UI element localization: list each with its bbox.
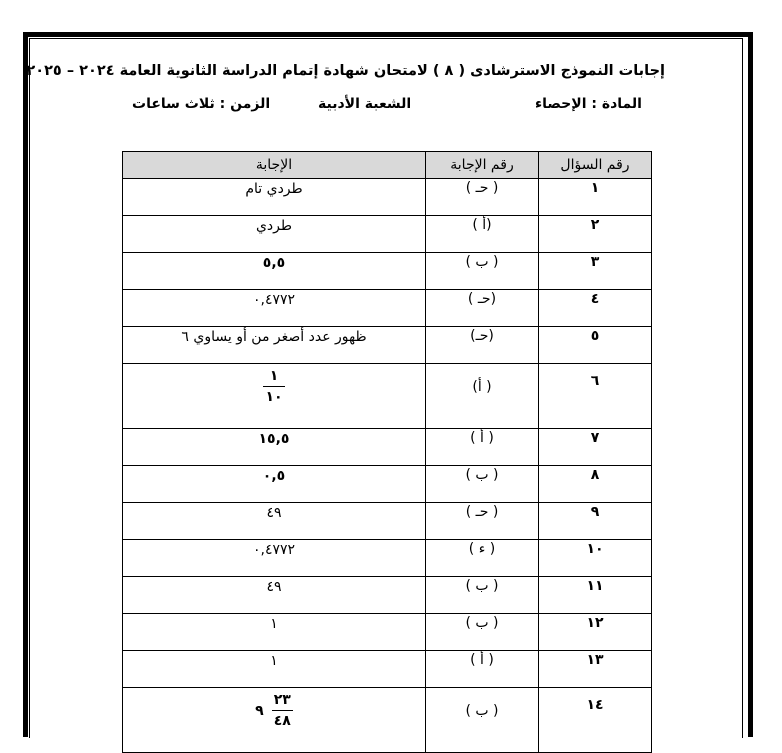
header-answer: الإجابة [123, 152, 426, 179]
question-number: ٨ [539, 466, 652, 503]
question-number: ١٢ [539, 614, 652, 651]
question-number: ١ [539, 179, 652, 216]
answer-choice: ( ب ) [426, 577, 539, 614]
question-number: ٢ [539, 216, 652, 253]
answer-choice: ( أ ) [426, 429, 539, 466]
question-number: ٣ [539, 253, 652, 290]
answer-value: ١٥,٥ [123, 429, 426, 466]
header-question-number: رقم السؤال [539, 152, 652, 179]
question-number: ٤ [539, 290, 652, 327]
answers-table [122, 151, 652, 753]
mixed-whole: ٩ [255, 702, 264, 719]
subject-label: المادة : الإحصاء [534, 96, 642, 112]
question-number: ٩ [539, 503, 652, 540]
header-answer-number: رقم الإجابة [426, 152, 539, 179]
answer-choice: ( ب ) [426, 253, 539, 290]
answer-value [123, 364, 426, 429]
question-number: ١٣ [539, 651, 652, 688]
answer-choice: ( أ ) [426, 651, 539, 688]
table-row [123, 179, 652, 216]
table-row [123, 429, 652, 466]
answer-choice: (حـ ) [426, 290, 539, 327]
answer-value: ظهور عدد أصغر من أو يساوي ٦ [123, 327, 426, 364]
answer-choice: ( أ) [426, 364, 539, 429]
answer-choice: ( ء ) [426, 540, 539, 577]
table-row [123, 540, 652, 577]
question-number: ١٤ [539, 688, 652, 753]
table-row [123, 651, 652, 688]
question-number: ٦ [539, 364, 652, 429]
answer-choice: ( ب ) [426, 614, 539, 651]
answer-choice: ( حـ ) [426, 179, 539, 216]
question-number: ١١ [539, 577, 652, 614]
fraction-bar [263, 386, 284, 387]
fraction-denominator: ١٠ [265, 389, 283, 405]
table-row [123, 216, 652, 253]
answer-fraction [263, 368, 284, 405]
table-row [123, 688, 652, 753]
table-row [123, 290, 652, 327]
branch-label: الشعبة الأدبية [318, 96, 412, 112]
fraction-numerator: ١ [269, 368, 279, 384]
answer-value [123, 688, 426, 753]
fraction-denominator: ٤٨ [273, 713, 291, 729]
answer-value: ٠,٤٧٧٢ [123, 290, 426, 327]
table-header-row [123, 152, 652, 179]
answer-value: ٤٩ [123, 577, 426, 614]
fraction-bar [272, 710, 293, 711]
table-row [123, 327, 652, 364]
table-row [123, 614, 652, 651]
answer-fraction [272, 692, 293, 729]
answer-choice: ( حـ ) [426, 503, 539, 540]
answer-value: ٤٩ [123, 503, 426, 540]
table-row [123, 577, 652, 614]
fraction-numerator: ٢٣ [273, 692, 291, 708]
document-title: إجابات النموذج الاسترشادى ( ٨ ) لامتحان شهادة إتمام الدراسة الثانوية العامة ٢٠٢٤ – ٢٠٢٥ [26, 63, 665, 79]
answer-value: طردي [123, 216, 426, 253]
question-number: ١٠ [539, 540, 652, 577]
answer-mixed-number [255, 692, 293, 729]
table-row [123, 364, 652, 429]
question-number: ٧ [539, 429, 652, 466]
answer-choice: ( ب ) [426, 466, 539, 503]
table-row [123, 503, 652, 540]
answer-value: ٠,٤٧٧٢ [123, 540, 426, 577]
answer-choice: (حـ) [426, 327, 539, 364]
table-row [123, 466, 652, 503]
question-number: ٥ [539, 327, 652, 364]
answer-value: ١ [123, 651, 426, 688]
answer-value: ١ [123, 614, 426, 651]
answer-choice: ( ب ) [426, 688, 539, 753]
answer-value: طردي تام [123, 179, 426, 216]
table-row [123, 253, 652, 290]
exam-time-label: الزمن : ثلاث ساعات [132, 96, 271, 112]
answer-choice: (أ ) [426, 216, 539, 253]
answer-value: ٠,٥ [123, 466, 426, 503]
answer-value: ٥,٥ [123, 253, 426, 290]
